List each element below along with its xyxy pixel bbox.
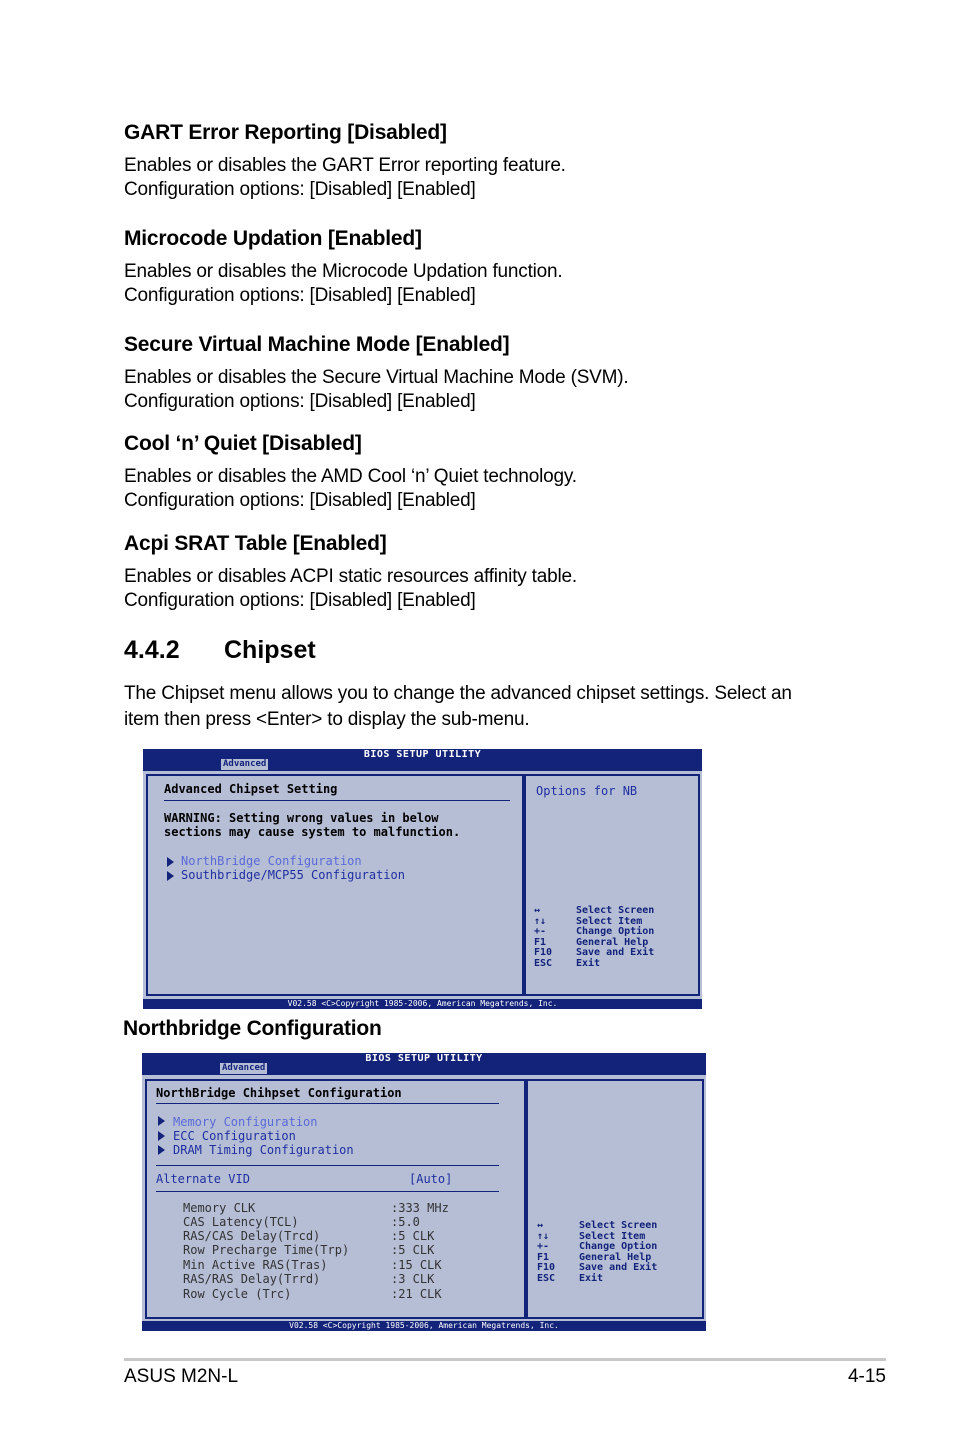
tab-advanced[interactable]: Advanced <box>223 759 267 769</box>
tab-advanced[interactable]: Advanced <box>222 1063 266 1073</box>
bios-divider <box>164 800 510 801</box>
section-heading-svm: Secure Virtual Machine Mode [Enabled] <box>124 333 510 356</box>
alternate-vid-value[interactable]: [Auto] <box>409 1172 453 1186</box>
key-action: Select Screen <box>579 1220 658 1231</box>
bios-header: NorthBridge Chihpset Configuration <box>156 1086 402 1100</box>
timing-value: :5.0 <box>391 1215 420 1229</box>
bios-screenshot-chipset <box>143 749 702 1009</box>
bios-divider <box>156 1103 499 1104</box>
key-action: Change Option <box>579 1241 658 1252</box>
key-action: Change Option <box>576 926 655 937</box>
section-text: Enables or disables the Secure Virtual Machine Mode (SVM). <box>124 367 629 388</box>
submenu-arrow-icon <box>167 857 174 867</box>
key-action: Select Screen <box>576 905 655 916</box>
key-action: Select Item <box>579 1230 646 1242</box>
chipset-body <box>124 681 792 733</box>
section-body-svm <box>124 366 628 414</box>
northbridge-heading: Northbridge Configuration <box>123 1017 382 1040</box>
menu-item-northbridge[interactable]: NorthBridge Configuration <box>181 854 362 868</box>
bios-title: BIOS SETUP UTILITY <box>363 749 482 760</box>
bios-copyright: V02.58 <C>Copyright 1985-2006, American Megatrends, Inc. <box>142 1321 706 1331</box>
timing-label: Row Precharge Time(Trp) <box>183 1243 350 1257</box>
section-body-gart <box>124 154 566 202</box>
section-options: Configuration options: [Disabled] [Enabled] <box>124 391 476 412</box>
section-body-cool-n-quiet <box>124 465 577 513</box>
menu-item-memory-configuration[interactable]: Memory Configuration <box>173 1115 318 1129</box>
menu-item-ecc-configuration[interactable]: ECC Configuration <box>173 1129 296 1143</box>
bios-divider <box>156 1165 499 1166</box>
section-heading-gart: GART Error Reporting [Disabled] <box>124 121 447 144</box>
menu-item-southbridge[interactable]: Southbridge/MCP55 Configuration <box>181 868 405 882</box>
bios-copyright: V02.58 <C>Copyright 1985-2006, American Megatrends, Inc. <box>143 999 702 1009</box>
menu-item-dram-timing[interactable]: DRAM Timing Configuration <box>173 1143 354 1157</box>
timing-value: :21 CLK <box>391 1287 442 1301</box>
timing-label: Min Active RAS(Tras) <box>183 1258 328 1272</box>
bios-divider <box>156 1191 499 1192</box>
footer-page-number: 4-15 <box>847 1366 886 1387</box>
submenu-arrow-icon <box>167 871 174 881</box>
section-options: Configuration options: [Disabled] [Enabled] <box>124 590 476 611</box>
bios-warning-line1: WARNING: Setting wrong values in below <box>164 811 439 825</box>
key-up-down-icon: ↑↓ <box>534 915 547 927</box>
section-heading-microcode: Microcode Updation [Enabled] <box>124 227 422 250</box>
chipset-text-1: The Chipset menu allows you to change the advanced chipset settings. Select an <box>124 683 792 704</box>
chipset-text-2: item then press <Enter> to display the sub-menu. <box>124 709 530 730</box>
key-action: Exit <box>579 1272 604 1284</box>
key-f1: F1 <box>534 936 547 948</box>
section-heading-acpi-srat: Acpi SRAT Table [Enabled] <box>124 532 387 555</box>
key-up-down-icon: ↑↓ <box>537 1230 550 1242</box>
key-esc: ESC <box>534 957 553 969</box>
chipset-number: 4.4.2 <box>124 636 180 664</box>
submenu-arrow-icon <box>158 1145 165 1155</box>
bios-warning-line2: sections may cause system to malfunction. <box>164 825 461 839</box>
key-action: Exit <box>576 957 601 969</box>
key-left-right-icon: ↔ <box>537 1220 544 1231</box>
key-plus-minus: +- <box>534 926 547 937</box>
bios-title: BIOS SETUP UTILITY <box>365 1053 483 1064</box>
key-action: Select Item <box>576 915 643 927</box>
key-action: Save and Exit <box>579 1262 658 1273</box>
section-body-acpi-srat <box>124 565 577 613</box>
section-options: Configuration options: [Disabled] [Enabled] <box>124 490 476 511</box>
bios-title-bar <box>143 749 702 771</box>
bios-key-legend <box>537 1221 657 1284</box>
chipset-title: Chipset <box>224 636 316 664</box>
submenu-arrow-icon <box>158 1116 165 1126</box>
section-text: Enables or disables the GART Error reporting feature. <box>124 155 566 176</box>
timing-label: Memory CLK <box>183 1201 256 1215</box>
key-action: General Help <box>576 936 649 948</box>
timing-value: :5 CLK <box>391 1229 435 1243</box>
section-text: Enables or disables the Microcode Updation function. <box>124 261 563 282</box>
timing-value: :333 MHz <box>391 1201 449 1215</box>
section-text: Enables or disables the AMD Cool ‘n’ Quiet technology. <box>124 466 577 487</box>
timing-label: RAS/CAS Delay(Trcd) <box>183 1229 321 1243</box>
key-plus-minus: +- <box>537 1241 550 1252</box>
timing-value: :15 CLK <box>391 1258 442 1272</box>
section-options: Configuration options: [Disabled] [Enabled] <box>124 285 476 306</box>
key-f1: F1 <box>537 1251 550 1263</box>
timing-label: RAS/RAS Delay(Trrd) <box>183 1272 321 1286</box>
timing-value: :5 CLK <box>391 1243 435 1257</box>
bios-header: Advanced Chipset Setting <box>164 782 338 796</box>
key-action: General Help <box>579 1251 652 1263</box>
bios-screenshot-northbridge <box>142 1053 706 1331</box>
key-esc: ESC <box>537 1272 556 1284</box>
timing-label: Row Cycle (Trc) <box>183 1287 292 1301</box>
bios-help-text: Options for NB <box>536 784 638 798</box>
submenu-arrow-icon <box>158 1131 165 1141</box>
footer-product: ASUS M2N-L <box>124 1366 239 1387</box>
bios-title-bar <box>142 1053 706 1075</box>
section-options: Configuration options: [Disabled] [Enabled] <box>124 179 476 200</box>
timing-value: :3 CLK <box>391 1272 435 1286</box>
key-action: Save and Exit <box>576 947 655 958</box>
alternate-vid-label[interactable]: Alternate VID <box>156 1172 250 1186</box>
section-heading-cool-n-quiet: Cool ‘n’ Quiet [Disabled] <box>124 432 362 455</box>
key-left-right-icon: ↔ <box>534 905 541 916</box>
key-f10: F10 <box>534 947 553 958</box>
footer-divider <box>124 1358 886 1361</box>
timing-label: CAS Latency(TCL) <box>183 1215 299 1229</box>
bios-main-pane <box>146 774 524 996</box>
section-body-microcode <box>124 260 562 308</box>
section-text: Enables or disables ACPI static resources affinity table. <box>124 566 577 587</box>
bios-key-legend <box>534 906 654 969</box>
chipset-heading <box>124 636 316 665</box>
key-f10: F10 <box>537 1262 556 1273</box>
